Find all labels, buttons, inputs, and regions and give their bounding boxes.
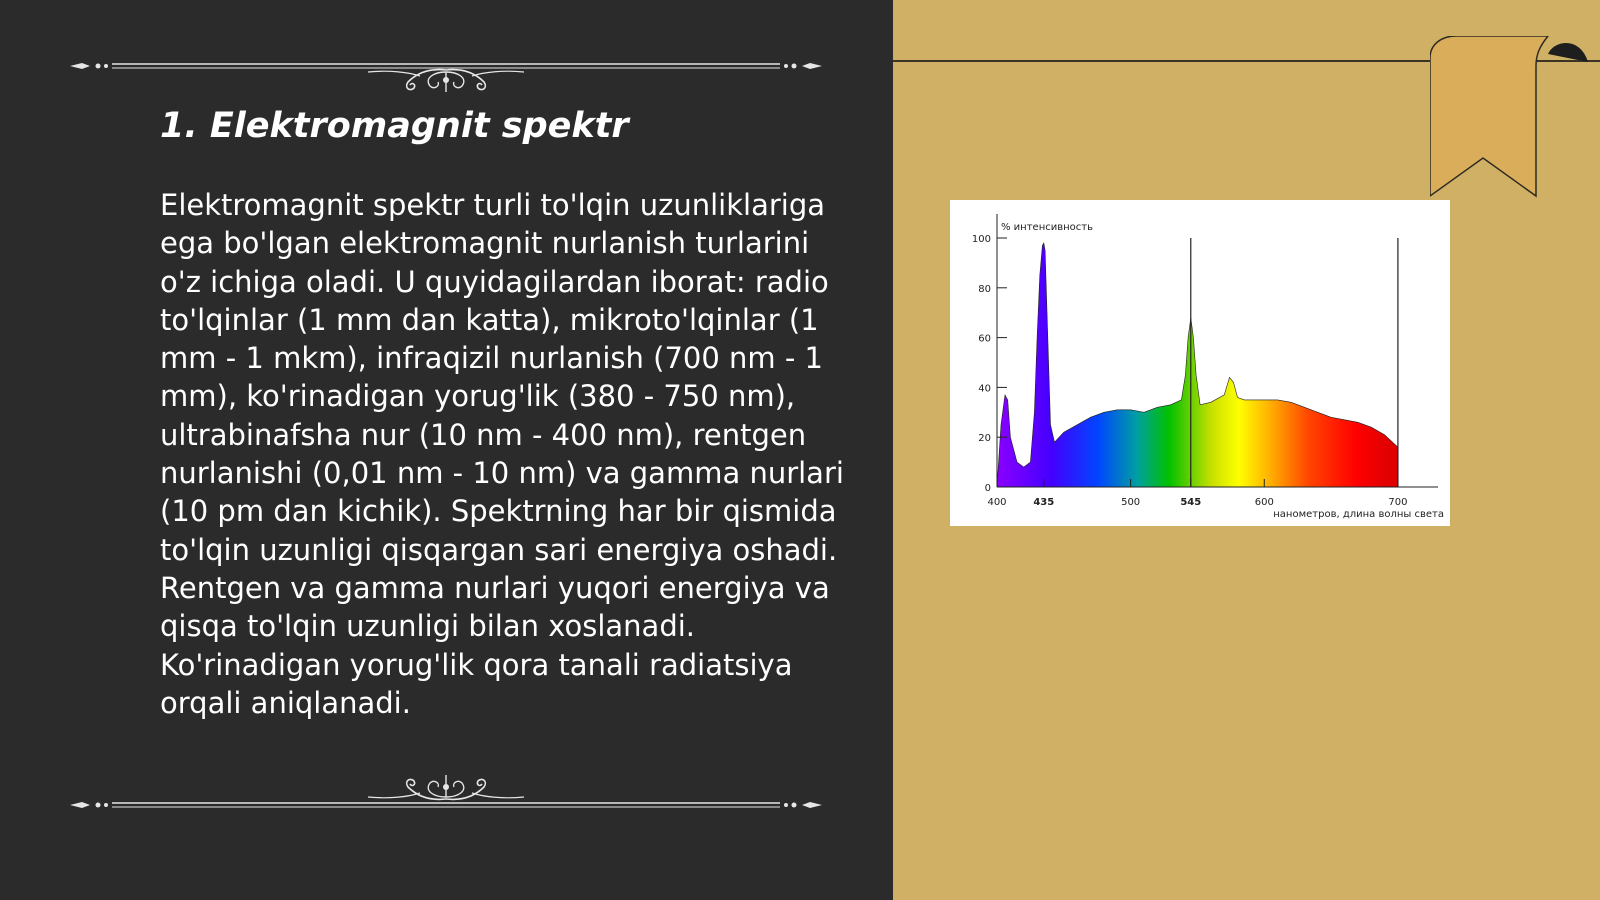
x-tick-label: 600 xyxy=(1254,497,1274,508)
slide-title: 1. Elektromagnit spektr xyxy=(160,106,629,146)
y-tick-label: 60 xyxy=(978,333,991,345)
x-tick-label: 700 xyxy=(1388,497,1408,508)
bookmark-ribbon-icon xyxy=(1430,36,1590,201)
spectrum-chart xyxy=(950,200,1450,526)
y-tick-label: 80 xyxy=(978,283,991,295)
y-tick-label: 40 xyxy=(978,383,991,395)
x-tick-label: 545 xyxy=(1180,497,1202,508)
top-ornament-icon xyxy=(68,42,824,92)
slide-body-text: Elektromagnit spektr turli to'lqin uzunliklariga ega bo'lgan elektromagnit nurlanish turlarini o'z ichiga oladi. U quyidagilardan iborat: radio to'lqinlar (1 mm dan katta), mikroto'lqinlar (1 mm - 1 mkm), infraqizil nurlanish (700 nm - 1 mm), ko'rinadigan yorug'lik (380 - 750 nm), ultrabinafsha nur (10 nm - 400 nm), rentgen nurlanishi (0,01 nm - 10 nm) va gamma nurlari (10 pm dan kichik). Spektrning har bir qismida to'lqin uzunligi qisqargan sari energiya oshadi. Rentgen va gamma nurlari yuqori energiya va qisqa to'lqin uzunligi bilan xoslanadi. Ko'rinadigan yorug'lik qora tanali radiatsiya orqali aniqlanadi. xyxy=(160,188,844,720)
x-tick-label: 400 xyxy=(987,497,1007,508)
x-tick-label: 500 xyxy=(1121,497,1141,508)
spectrum-area xyxy=(997,243,1398,487)
y-tick-label: 0 xyxy=(984,483,991,494)
y-tick-label: 100 xyxy=(971,234,991,245)
y-axis-label: % интенсивность xyxy=(1001,222,1093,233)
x-axis-label: нанометров, длина волны света xyxy=(1273,509,1444,520)
y-tick-label: 20 xyxy=(978,433,991,445)
bottom-ornament-icon xyxy=(68,775,824,825)
x-tick-label: 435 xyxy=(1033,497,1055,508)
spectrum-chart-svg xyxy=(950,200,1450,526)
